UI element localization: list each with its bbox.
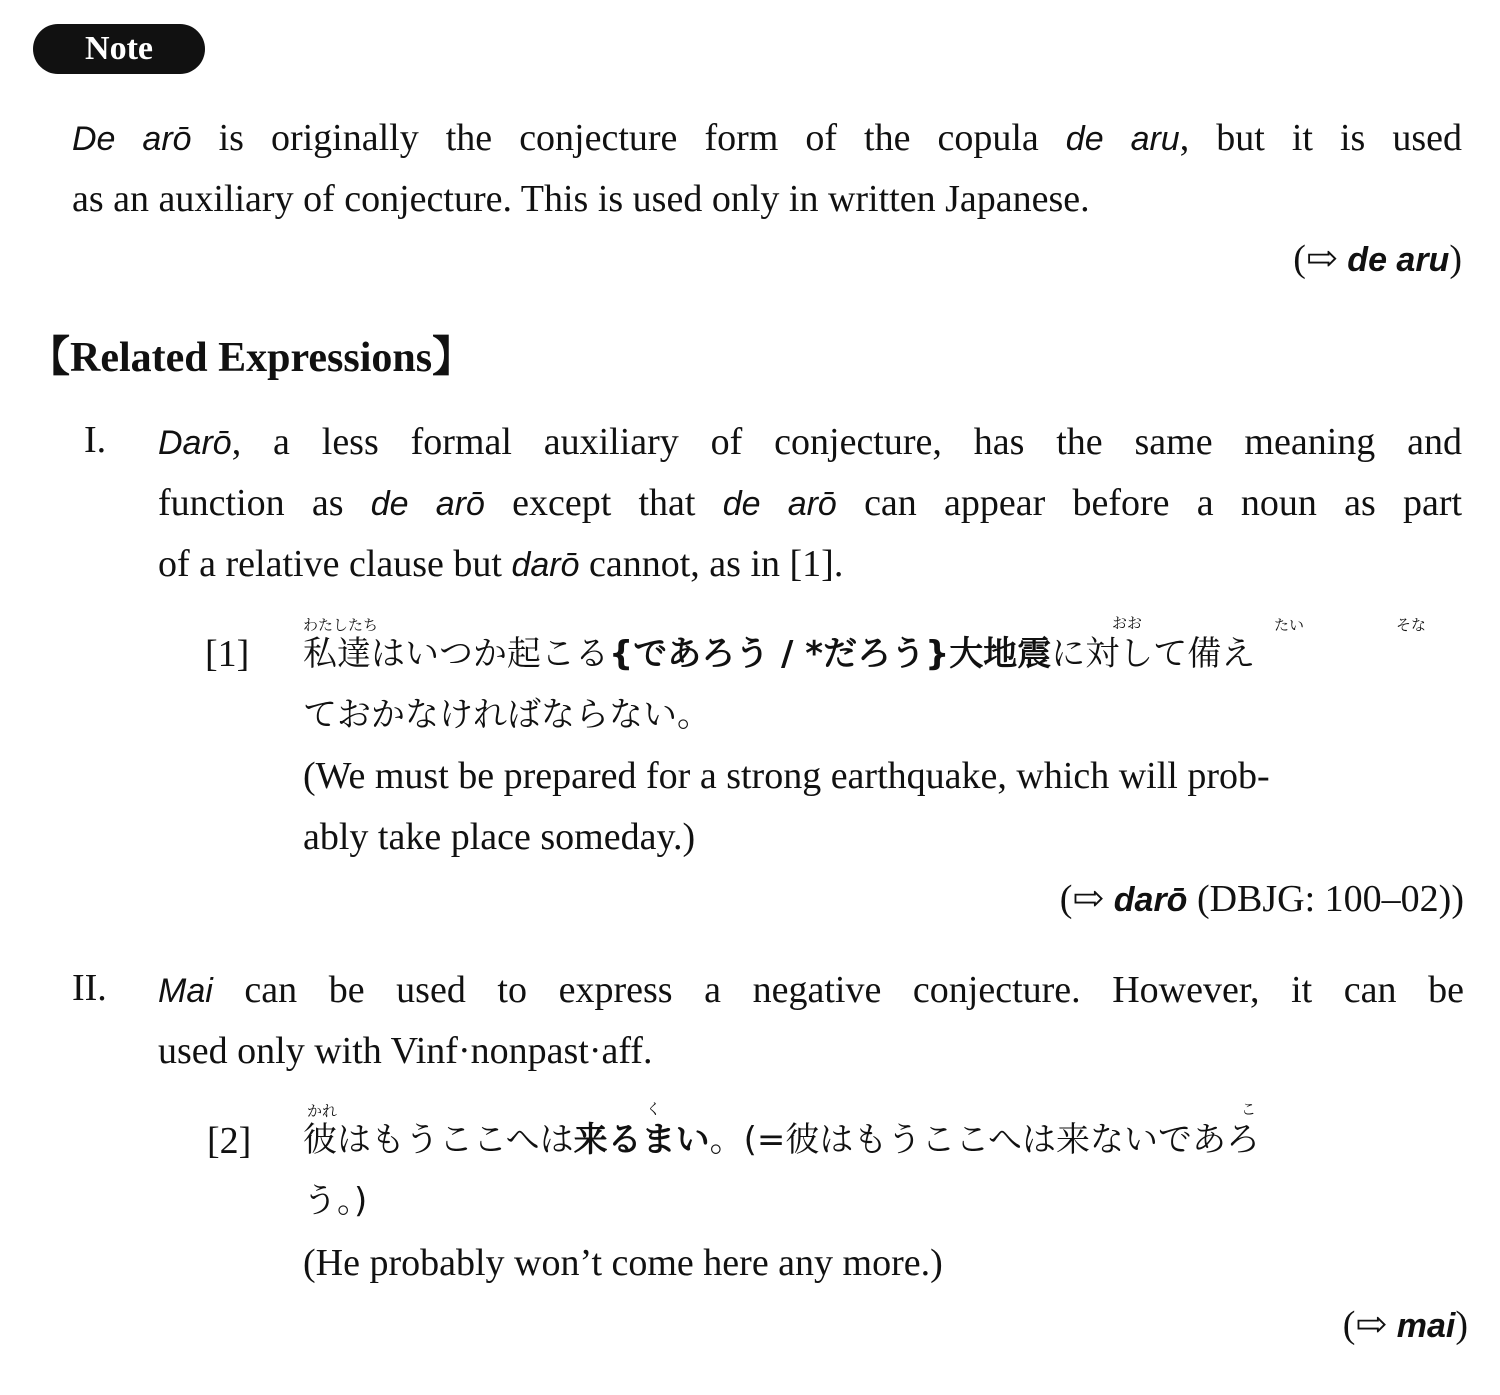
example-1-japanese-line-2: ておかなければならない。 (303, 695, 711, 735)
ruby-oo: おお (1112, 614, 1143, 632)
ruby-watashitachi: わたしたち (303, 616, 379, 634)
example-2-cross-ref (1343, 1302, 1468, 1347)
ref-term: darō (1113, 881, 1188, 919)
intro-line-2: as an auxiliary of conjecture. This is used only in written Japanese. (72, 178, 1090, 220)
example-1-number: [1] (205, 633, 250, 675)
ref-open: (⇨ (1059, 878, 1114, 920)
example-2-english: (He probably won’t come here any more.) (303, 1242, 943, 1284)
note-badge: Note (33, 24, 205, 74)
example-1-english-line-1: (We must be prepared for a strong earthquake, which will prob- (303, 755, 1270, 797)
section-ii-text-1: can be used to express a negative conjecture. However, it can be (212, 969, 1464, 1011)
related-expressions-heading: 【Related Expressions】 (28, 335, 475, 381)
section-ii-number: II. (72, 967, 107, 1009)
ref-open: (⇨ (1342, 1304, 1397, 1346)
ruby-ko: こ (1241, 1100, 1257, 1118)
ref-term: de aru (1347, 241, 1450, 279)
section-i-line-1 (158, 412, 1462, 474)
ex2-jp-bold: 来るまい (573, 1120, 710, 1160)
ruby-tai: たい (1274, 616, 1305, 634)
term-de-aro-2: de arō (722, 485, 837, 523)
ex1-jp-a: 私達はいつか起こる (303, 634, 609, 674)
intro-cross-ref (1293, 236, 1462, 281)
example-2-japanese-line-2: う。) (303, 1181, 368, 1221)
ref-rest: (DBJG: 100–02)) (1187, 878, 1464, 920)
ref-close: ) (1455, 1304, 1468, 1346)
ref-close: ) (1449, 238, 1462, 280)
intro-line-1 (72, 108, 1462, 170)
section-i-text-3a: of a relative clause but (158, 543, 512, 585)
section-i-number: I. (84, 419, 107, 461)
section-i-line-2 (158, 473, 1462, 535)
ex2-jp-a: 彼はもうここへは (303, 1120, 574, 1160)
example-1-japanese-line-1 (303, 624, 1463, 685)
ref-term: mai (1396, 1307, 1456, 1345)
ruby-sona: そな (1396, 616, 1427, 634)
example-2-japanese-line-1 (303, 1110, 1465, 1171)
example-1-cross-ref (1060, 876, 1464, 921)
ruby-ku: く (646, 1100, 662, 1118)
term-de-aro: De arō (72, 120, 192, 158)
section-i-text-2a: function as (158, 482, 371, 524)
example-1-english-line-2: ably take place someday.) (303, 816, 696, 858)
ruby-kare: かれ (307, 1102, 338, 1120)
section-i-text-3b: cannot, as in [1]. (579, 543, 844, 585)
ex1-jp-bold: {であろう / *だろう} (609, 634, 950, 674)
ex2-jp-b: 。(=彼はもうここへは来ないであろ (709, 1120, 1261, 1160)
ex1-jp-bold2: 大地震 (949, 634, 1052, 674)
section-ii-line-1 (158, 960, 1464, 1022)
section-ii-line-2: used only with Vinf·nonpast·aff. (158, 1030, 653, 1072)
section-i-text-2b: except that (484, 482, 723, 524)
ref-open: (⇨ (1293, 238, 1348, 280)
term-mai: Mai (158, 972, 213, 1010)
section-i-text-1: , a less formal auxiliary of conjecture, has the same meaning and (231, 421, 1462, 463)
section-i-line-3 (158, 534, 1462, 596)
term-de-aro-1: de arō (370, 485, 485, 523)
intro-text-1: is originally the conjecture form of the copula (191, 117, 1066, 159)
term-de-aru: de aru (1065, 120, 1180, 158)
section-i-text-2c: can appear before a noun as part (836, 482, 1463, 524)
example-2-number: [2] (207, 1120, 252, 1162)
intro-text-2: , but it is used (1179, 117, 1462, 159)
term-daro: Darō (158, 424, 232, 462)
term-daro-2: darō (511, 546, 580, 584)
ex1-jp-b: に対して備え (1051, 634, 1256, 674)
